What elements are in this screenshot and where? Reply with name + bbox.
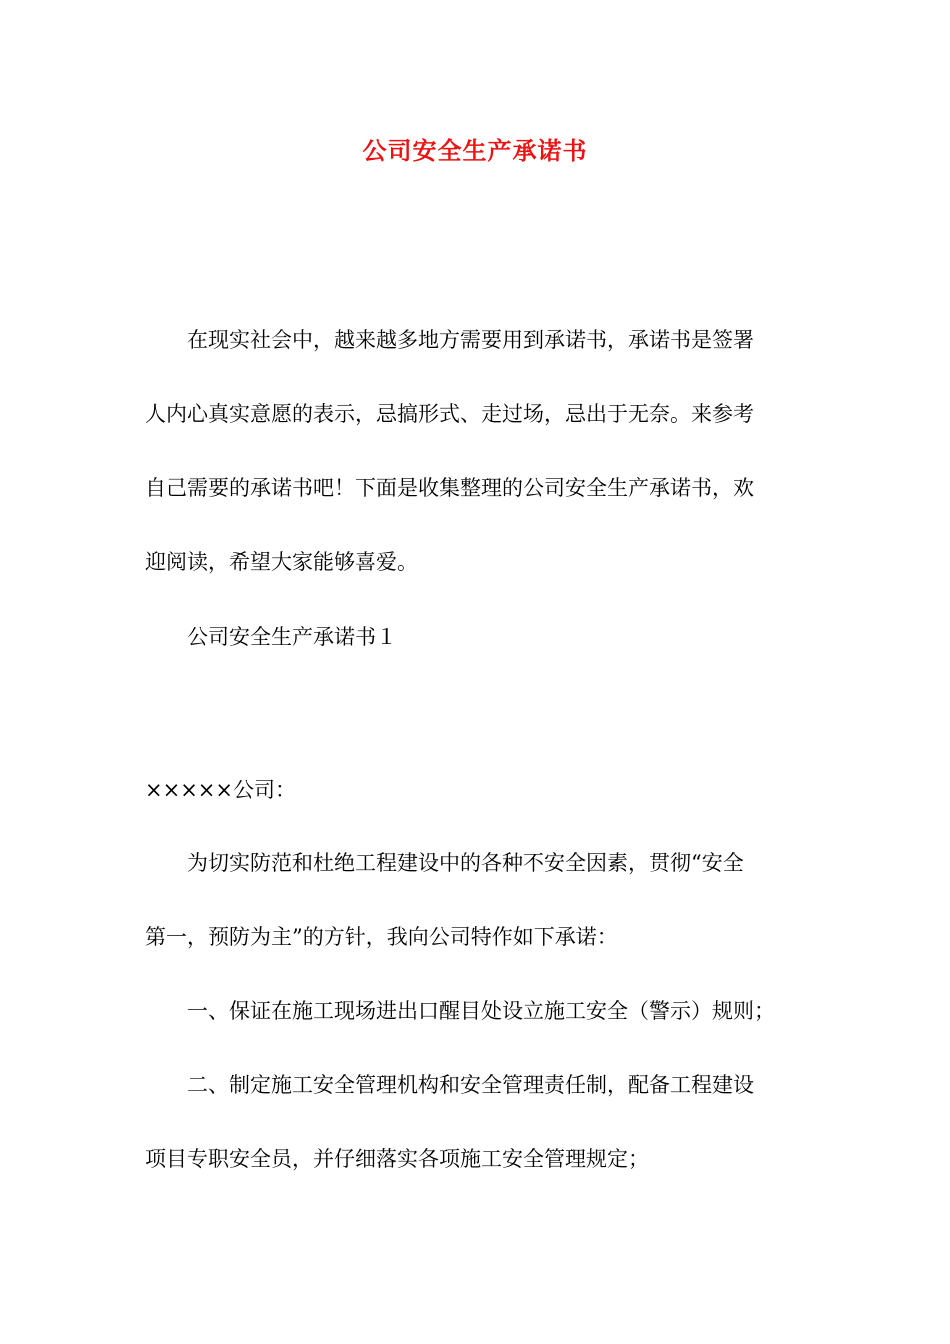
intro-line-1: 在现实社会中，越来越多地方需要用到承诺书，承诺书是签署: [145, 328, 754, 352]
addressee-text: ×××××公司：: [145, 778, 296, 802]
addressee: [145, 753, 810, 827]
body-line-3: 一、保证在施工现场进出口醒目处设立施工安全（警示）规则；: [145, 999, 775, 1023]
intro-line-4: 迎阅读，希望大家能够喜爱。: [145, 550, 418, 574]
commitment-body: [145, 826, 810, 1196]
body-line-4: 二、制定施工安全管理机构和安全管理责任制，配备工程建设: [145, 1073, 754, 1097]
body-line-5: 项目专职安全员，并仔细落实各项施工安全管理规定；: [145, 1147, 649, 1171]
intro-line-2: 人内心真实意愿的表示，忌搞形式、走过场，忌出于无奈。来参考: [145, 402, 754, 426]
body-line-1: 为切实防范和杜绝工程建设中的各种不安全因素，贯彻“安全: [145, 851, 744, 875]
document-title: 公司安全生产承诺书: [362, 136, 588, 165]
intro-paragraph: [145, 303, 810, 599]
intro-line-3: 自己需要的承诺书吧！下面是收集整理的公司安全生产承诺书，欢: [145, 476, 754, 500]
section-heading-text: 公司安全生产承诺书１: [145, 625, 397, 649]
section-heading: [145, 600, 810, 674]
body-line-2: 第一，预防为主”的方针，我向公司特作如下承诺：: [145, 925, 618, 949]
